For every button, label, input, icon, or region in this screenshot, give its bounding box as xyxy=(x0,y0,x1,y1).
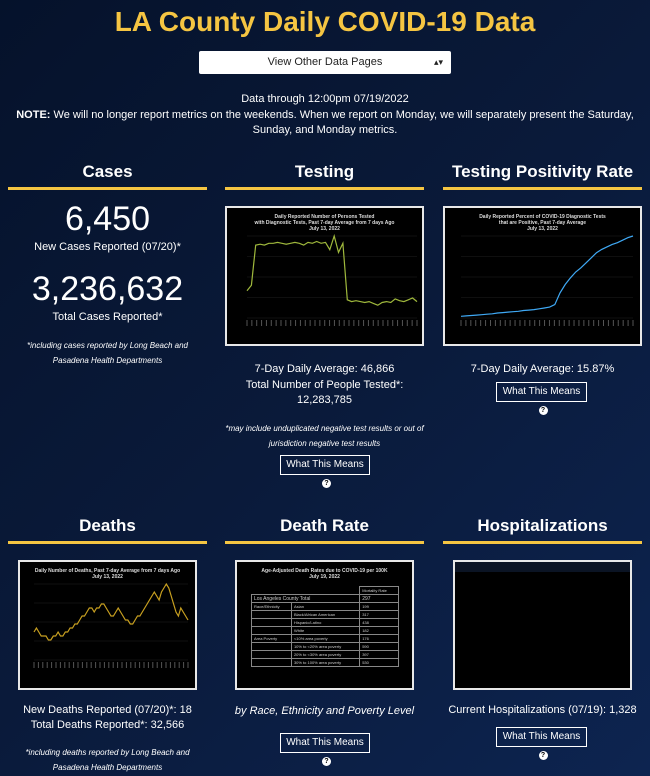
death-rate-row xyxy=(252,603,399,611)
testing-chart[interactable] xyxy=(225,206,424,346)
death-rate-cell: 397 xyxy=(360,651,399,659)
series-line xyxy=(247,236,417,305)
testing-chart-title-3: July 13, 2022 xyxy=(309,226,340,232)
death-rate-title: Death Rate xyxy=(280,516,369,535)
positivity-average: 7-Day Daily Average: 15.87% xyxy=(470,363,615,375)
cases-divider xyxy=(8,187,207,190)
deaths-chart[interactable] xyxy=(18,560,197,690)
deaths-chart-plot xyxy=(20,562,195,688)
death-rate-chart-title-1: Age-Adjusted Death Rates due to COVID-19 per 100K xyxy=(261,568,388,574)
death-rate-row xyxy=(252,651,399,659)
death-rate-cell: 317 xyxy=(360,611,399,619)
positivity-chart-title-3: July 13, 2022 xyxy=(527,226,558,232)
question-icon: ? xyxy=(539,751,548,760)
death-rate-cell: 182 xyxy=(360,627,399,635)
county-total-value: 297 xyxy=(360,595,399,603)
death-rate-cell: 199 xyxy=(360,603,399,611)
positivity-chart-title-2: that are Positive, Past 7-day Average xyxy=(498,220,587,226)
page-title: LA County Daily COVID-19 Data xyxy=(114,6,536,37)
death-rate-cell xyxy=(252,659,292,667)
new-deaths-label: New Deaths Reported (07/20)*: 18 xyxy=(23,704,192,716)
positivity-button-label: What This Means xyxy=(502,386,581,397)
death-rate-row xyxy=(252,635,399,643)
testing-chart-title-1: Daily Reported Number of Persons Tested xyxy=(274,214,375,220)
death-rate-cell: Black/African American xyxy=(291,611,359,619)
positivity-title: Testing Positivity Rate xyxy=(451,162,634,181)
testing-chart-title-2: with Diagnostic Tests, Past 7-day Average from 7 days Ago xyxy=(254,220,395,226)
total-deaths-label: Total Deaths Reported*: 32,566 xyxy=(30,719,185,731)
testing-title: Testing xyxy=(294,162,355,181)
death-rate-row xyxy=(252,627,399,635)
hospitalizations-button-label: What This Means xyxy=(502,731,581,742)
death-rate-table xyxy=(251,586,399,667)
select-arrows-icon: ▴▾ xyxy=(433,57,443,67)
death-rate-what-this-means-button[interactable] xyxy=(280,733,370,765)
testing-chart-plot xyxy=(227,208,422,344)
death-rate-cell: Hispanic/Latino xyxy=(291,619,359,627)
total-cases-count: 3,236,632 xyxy=(31,270,184,308)
death-rate-cell: 176 xyxy=(360,635,399,643)
death-rate-cell xyxy=(252,611,292,619)
note xyxy=(8,108,642,138)
hospitalizations-what-this-means-button[interactable] xyxy=(496,727,587,759)
new-cases-label: New Cases Reported (07/20)* xyxy=(34,241,181,253)
death-rate-cell: <10% area poverty xyxy=(291,635,359,643)
death-rate-cell: 20% to <30% area poverty xyxy=(291,651,359,659)
death-rate-cell: Race/Ethnicity xyxy=(252,603,292,611)
cases-title: Cases xyxy=(82,162,133,181)
death-rate-button-label: What This Means xyxy=(286,737,364,748)
new-cases-count: 6,450 xyxy=(64,200,151,238)
positivity-chart-plot xyxy=(445,208,640,344)
hospitalizations-chart[interactable] xyxy=(453,560,632,690)
hospitalizations-divider xyxy=(443,541,642,544)
positivity-chart-title-1: Daily Reported Percent of COVID-19 Diagnostic Tests xyxy=(479,214,606,220)
death-rate-row xyxy=(252,619,399,627)
mortality-rate-header: Mortality Rate xyxy=(360,587,399,595)
death-rate-cell xyxy=(252,651,292,659)
testing-footnote: *may include unduplicated negative test results or out of jurisdiction negative test results xyxy=(225,424,424,448)
death-rate-cell: 590 xyxy=(360,643,399,651)
series-line xyxy=(461,236,633,316)
positivity-chart[interactable] xyxy=(443,206,642,346)
death-rate-cell: 10% to <20% area poverty xyxy=(291,643,359,651)
question-icon: ? xyxy=(539,406,548,415)
testing-what-this-means-button[interactable] xyxy=(280,455,370,487)
death-rate-cell: 30% to 100% area poverty xyxy=(291,659,359,667)
death-rate-divider xyxy=(225,541,424,544)
death-rate-cell: 530 xyxy=(360,659,399,667)
testing-total-value: 12,283,785 xyxy=(296,394,353,406)
dropdown-label: View Other Data Pages xyxy=(267,56,383,68)
death-rate-chart-title-2: July 19, 2022 xyxy=(309,574,340,580)
death-rate-table-image[interactable] xyxy=(235,560,414,690)
death-rate-cell: 438 xyxy=(360,619,399,627)
testing-average: 7-Day Daily Average: 46,866 xyxy=(254,363,395,375)
positivity-what-this-means-button[interactable] xyxy=(496,382,587,414)
death-rate-cell: Area Poverty xyxy=(252,635,292,643)
testing-button-label: What This Means xyxy=(286,459,364,470)
deaths-divider xyxy=(8,541,207,544)
death-rate-row xyxy=(252,611,399,619)
county-total-label: Los Angeles County Total xyxy=(252,595,360,603)
total-cases-label: Total Cases Reported* xyxy=(52,311,163,323)
question-icon: ? xyxy=(322,479,331,488)
deaths-chart-title-2: July 13, 2022 xyxy=(92,574,123,580)
cases-footnote: *including cases reported by Long Beach and Pasadena Health Departments xyxy=(27,341,188,365)
death-rate-row xyxy=(252,643,399,651)
death-rate-cell xyxy=(252,627,292,635)
current-hospitalizations: Current Hospitalizations (07/19): 1,328 xyxy=(448,704,637,716)
testing-divider xyxy=(225,187,424,190)
death-rate-cell xyxy=(252,619,292,627)
deaths-chart-title-1: Daily Number of Deaths, Past 7-day Average from 7 days Ago xyxy=(34,568,181,574)
question-icon: ? xyxy=(322,757,331,766)
note-label: NOTE: xyxy=(16,109,51,121)
deaths-footnote: *including deaths reported by Long Beach and Pasadena Health Departments xyxy=(25,748,190,772)
testing-total-label: Total Number of People Tested*: xyxy=(245,379,404,391)
death-rate-cell: White xyxy=(291,627,359,635)
positivity-divider xyxy=(443,187,642,190)
data-pages-dropdown[interactable] xyxy=(199,51,451,74)
death-rate-cell xyxy=(252,643,292,651)
death-rate-cell: Asian xyxy=(291,603,359,611)
data-through: Data through 12:00pm 07/19/2022 xyxy=(241,93,409,105)
death-rate-row xyxy=(252,659,399,667)
hospitalizations-title: Hospitalizations xyxy=(477,516,608,535)
series-line xyxy=(34,584,188,640)
hospitalizations-chart-header xyxy=(455,562,630,572)
death-rate-caption: by Race, Ethnicity and Poverty Level xyxy=(234,705,415,717)
note-text: We will no longer report metrics on the weekends. When we report on Monday, we will separately present the Saturday, Sunday, and Monday metrics. xyxy=(50,109,634,136)
deaths-title: Deaths xyxy=(79,516,136,535)
